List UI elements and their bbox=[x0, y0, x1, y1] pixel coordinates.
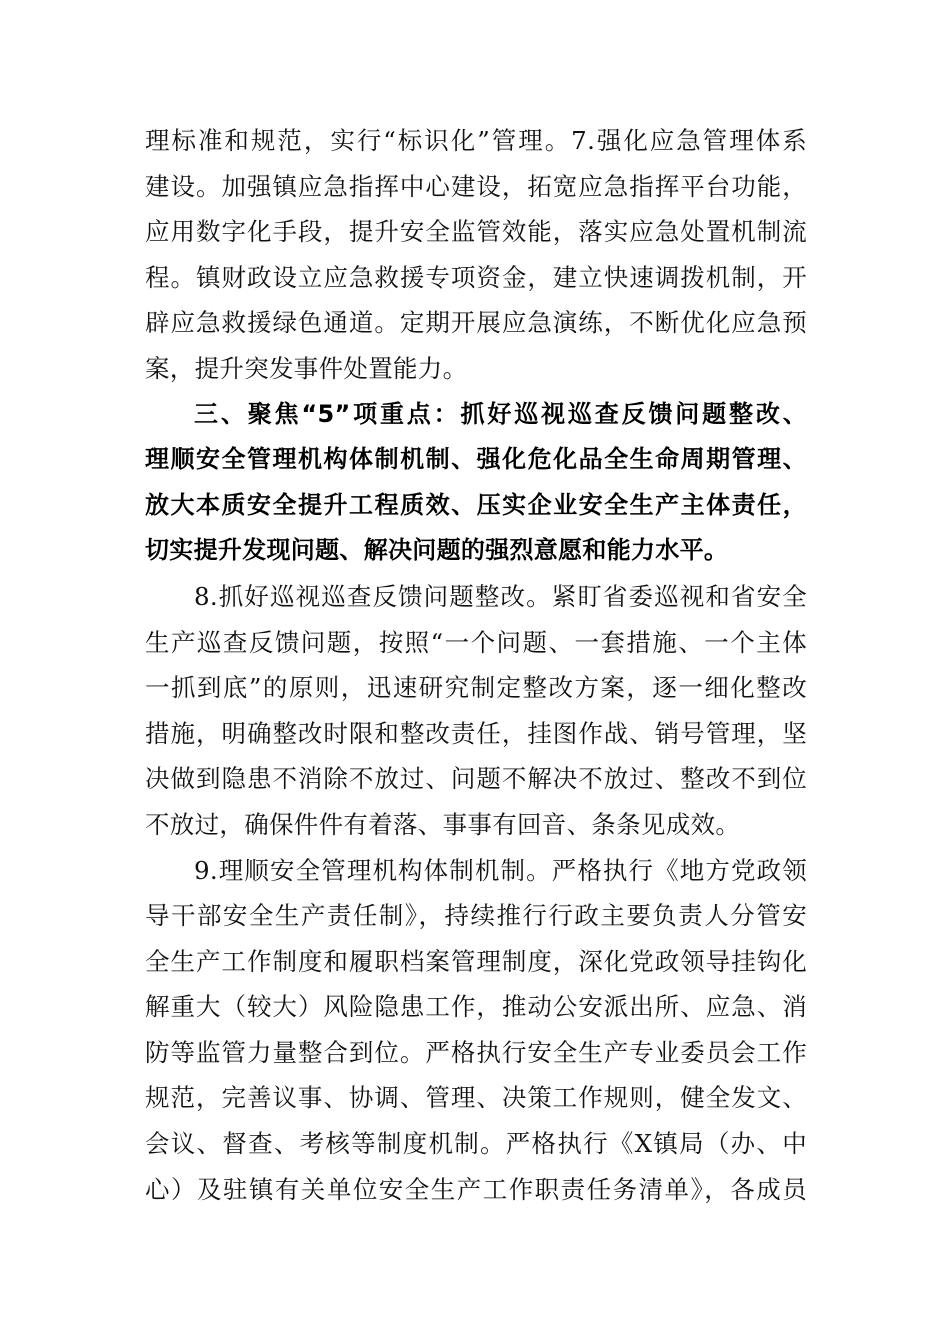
paragraph-emergency-management bbox=[145, 118, 807, 392]
text-line: 决做到隐患不消除不放过、问题不解决不放过、整改不到位 bbox=[145, 764, 807, 794]
text-line: 不放过，确保件件有着落、事事有回音、条条见成效。 bbox=[145, 809, 741, 839]
paragraph-item-9 bbox=[145, 848, 807, 1213]
heading-line: 放大本质安全提升工程质效、压实企业安全生产主体责任， bbox=[145, 490, 807, 519]
text-line: 应用数字化手段，提升安全监管效能，落实应急处置机制流 bbox=[145, 217, 807, 247]
text-line: 一抓到底”的原则，迅速研究制定整改方案，逐一细化整改 bbox=[145, 673, 807, 703]
text-line: 8.抓好巡视巡查反馈问题整改。紧盯省委巡视和省安全 bbox=[194, 581, 807, 611]
text-line: 9.理顺安全管理机构体制机制。严格执行《地方党政领 bbox=[194, 855, 807, 885]
text-line: 案，提升突发事件处置能力。 bbox=[145, 353, 468, 383]
text-line: 生产巡查反馈问题，按照“一个问题、一套措施、一个主体 bbox=[145, 627, 807, 657]
text-line: 解重大（较大）风险隐患工作，推动公安派出所、应急、消 bbox=[145, 992, 807, 1022]
text-line: 全生产工作制度和履职档案管理制度，深化党政领导挂钩化 bbox=[145, 946, 807, 976]
text-line: 防等监管力量整合到位。严格执行安全生产专业委员会工作 bbox=[145, 1037, 807, 1067]
text-line: 建设。加强镇应急指挥中心建设，拓宽应急指挥平台功能， bbox=[145, 171, 807, 201]
text-line: 理标准和规范，实行“标识化”管理。7.强化应急管理体系 bbox=[145, 126, 807, 155]
text-line: 措施，明确整改时限和整改责任，挂图作战、销号管理，坚 bbox=[145, 718, 807, 748]
text-line: 辟应急救援绿色通道。定期开展应急演练，不断优化应急预 bbox=[145, 308, 807, 338]
heading-line: 理顺安全管理机构体制机制、强化危化品全生命周期管理、 bbox=[145, 445, 807, 474]
text-line: 会议、督查、考核等制度机制。严格执行《X镇局（办、中 bbox=[145, 1129, 807, 1159]
text-line: 心）及驻镇有关单位安全生产工作职责任务清单》，各成员 bbox=[145, 1174, 807, 1204]
text-line: 导干部安全生产责任制》，持续推行行政主要负责人分管安 bbox=[145, 901, 807, 931]
heading-line: 切实提升发现问题、解决问题的强烈意愿和能力水平。 bbox=[145, 536, 729, 565]
text-line: 规范，完善议事、协调、管理、决策工作规则，健全发文、 bbox=[145, 1083, 807, 1113]
document-body bbox=[145, 118, 807, 1212]
heading-line: 三、聚焦“5”项重点：抓好巡视巡查反馈问题整改、 bbox=[194, 399, 807, 428]
section-heading-three bbox=[145, 392, 807, 574]
paragraph-item-8 bbox=[145, 574, 807, 848]
text-line: 程。镇财政设立应急救援专项资金，建立快速调拨机制，开 bbox=[145, 262, 807, 292]
